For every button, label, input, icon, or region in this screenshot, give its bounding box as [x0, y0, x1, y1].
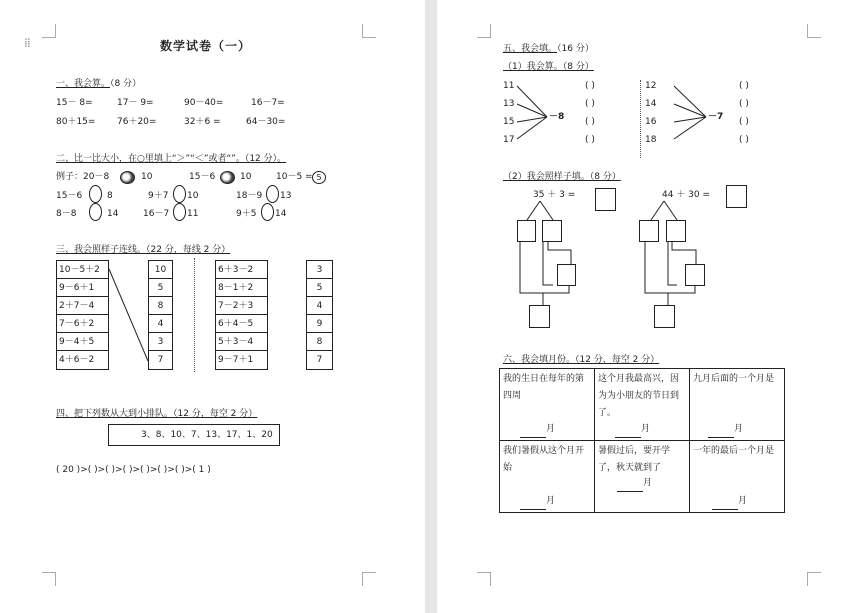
calc-7: 32＋6 = [184, 117, 221, 127]
page-title: 数学试卷（一） [160, 39, 252, 53]
match-exprs-a [56, 260, 109, 370]
match-num-a[interactable]: 8 [149, 297, 172, 315]
fan-right-num: 14 [645, 99, 657, 109]
compare-1-circle[interactable] [89, 185, 102, 203]
fan-left-num: 11 [503, 81, 515, 91]
calc-1: 15－ 8= [56, 98, 93, 108]
answer-paren[interactable]: ( ) [739, 99, 749, 109]
split-2-answer-box[interactable] [726, 185, 747, 208]
example-1-right: 10 [141, 172, 153, 182]
match-num-a[interactable]: 7 [157, 355, 164, 365]
compare-3-left: 18－9 [236, 191, 263, 201]
month-table [499, 368, 785, 513]
answer-paren[interactable]: ( ) [585, 117, 595, 127]
answer-paren[interactable]: ( ) [585, 81, 595, 91]
month-blank[interactable]: 月 [708, 421, 743, 438]
match-num-a[interactable]: 4 [149, 315, 172, 333]
compare-2-circle[interactable] [173, 185, 186, 203]
match-expr-b[interactable]: 5＋3－4 [216, 333, 267, 351]
example-label: 例子：20－8 [56, 172, 110, 182]
section-5-heading: 五、我会填。（16 分） [503, 44, 594, 54]
fan-lines-right [672, 82, 708, 142]
month-cell-text: 这个月我最高兴，因为为小朋友的节日到了。 [598, 374, 680, 418]
month-cell[interactable] [595, 441, 690, 513]
month-cell[interactable] [690, 369, 785, 441]
split-expr-1: 35 ＋ 3 = [533, 190, 576, 200]
split-1-box-d[interactable] [529, 305, 550, 328]
month-blank[interactable]: 月 [520, 421, 555, 438]
match-nums-b [306, 260, 333, 370]
section-5-sub1: （1）我会算。（8 分） [503, 62, 594, 72]
section-6-heading: 六、我会填月份。（12 分，每空 2 分） [503, 355, 660, 365]
compare-5-right: 11 [187, 209, 199, 219]
answer-paren[interactable]: ( ) [585, 99, 595, 109]
calc-6: 76＋20= [117, 117, 157, 127]
month-blank[interactable]: 月 [520, 493, 555, 510]
compare-5-left: 16－7 [143, 209, 170, 219]
match-expr-a[interactable]: 4＋6－2 [59, 355, 95, 365]
split-2-box-c[interactable] [685, 264, 705, 286]
fan-right-num: 18 [645, 135, 657, 145]
month-cell-text: 九月后面的一个月是 [693, 374, 775, 384]
section-5-sub2: （2）我会照样子填。（8 分） [503, 172, 621, 182]
numbers-box: 3、8、10、7、13、17、1、20 [108, 424, 280, 446]
compare-1-left: 15－6 [56, 191, 83, 201]
match-num-b[interactable]: 8 [307, 333, 332, 351]
match-num-b[interactable]: 9 [307, 315, 332, 333]
split-1-box-b[interactable] [542, 220, 562, 242]
compare-4-circle[interactable] [89, 203, 102, 221]
compare-2-left: 9＋7 [148, 191, 169, 201]
split-1-box-c[interactable] [557, 264, 576, 286]
month-blank[interactable]: 月 [617, 475, 652, 492]
match-expr-b[interactable]: 7－2＋3 [216, 297, 267, 315]
match-num-b[interactable]: 5 [307, 279, 332, 297]
page-left [0, 0, 425, 613]
calc-4: 16－7= [251, 98, 285, 108]
match-num-b[interactable]: 7 [316, 355, 323, 365]
match-num-a[interactable]: 10 [149, 261, 172, 279]
month-cell[interactable] [500, 369, 595, 441]
match-expr-a[interactable]: 9－6＋1 [57, 279, 108, 297]
month-cell-text: 我们暑假从这个月开始 [503, 446, 585, 473]
match-exprs-b [215, 260, 268, 370]
margin-corner-tr [807, 24, 821, 38]
month-cell-text: 一年的最后一个月是 [693, 446, 775, 456]
fan-right-num: 12 [645, 81, 657, 91]
order-sequence[interactable]: ( 20 )>( )>( )>( )>( )>( )>( )>( 1 ) [56, 465, 211, 475]
compare-6-right: 14 [275, 209, 287, 219]
example-2-right: 10 [240, 172, 252, 182]
fan-lines-left [515, 82, 549, 142]
fan-right-num: 16 [645, 117, 657, 127]
calc-5: 80＋15= [56, 117, 96, 127]
match-expr-a[interactable]: 7－6＋2 [57, 315, 108, 333]
month-blank[interactable]: 月 [615, 421, 650, 438]
match-num-b[interactable]: 4 [307, 297, 332, 315]
margin-corner-br [807, 572, 821, 586]
divider-dotted [640, 80, 641, 158]
calc-3: 90－40= [184, 98, 224, 108]
month-cell[interactable] [500, 441, 595, 513]
match-num-b[interactable]: 3 [307, 261, 332, 279]
example-3-circle: 5 [312, 171, 326, 184]
match-example-line [108, 268, 150, 364]
margin-corner-tl [42, 24, 56, 38]
fan-left-num: 17 [503, 135, 515, 145]
example-2-circle [220, 171, 235, 184]
answer-paren[interactable]: ( ) [585, 135, 595, 145]
month-cell[interactable] [690, 441, 785, 513]
example-circle-filled [120, 171, 135, 184]
margin-corner-br [362, 572, 376, 586]
margin-corner-bl [42, 572, 56, 586]
match-expr-b[interactable]: 6＋3－2 [216, 261, 267, 279]
match-expr-b[interactable]: 6＋4－5 [216, 315, 267, 333]
compare-4-left: 8－8 [56, 209, 77, 219]
compare-6-left: 9＋5 [236, 209, 257, 219]
split-2-box-d[interactable] [654, 305, 675, 328]
example-2-left: 15－6 [189, 172, 216, 182]
answer-paren[interactable]: ( ) [739, 117, 749, 127]
month-blank[interactable]: 月 [712, 493, 747, 510]
answer-paren[interactable]: ( ) [739, 81, 749, 91]
match-num-a[interactable]: 3 [149, 333, 172, 351]
match-expr-a[interactable]: 2＋7－4 [57, 297, 108, 315]
compare-5-circle[interactable] [173, 203, 186, 221]
section-3-heading: 三、我会照样子连线。（22 分，每线 2 分） [56, 245, 231, 255]
answer-paren[interactable]: ( ) [739, 135, 749, 145]
margin-corner-tr [362, 24, 376, 38]
match-expr-b[interactable]: 9－7＋1 [218, 355, 254, 365]
split-2-box-a[interactable] [639, 220, 659, 242]
compare-1-right: 8 [107, 191, 113, 201]
fan-left-op: －8 [549, 112, 565, 122]
section-4-heading: 四、把下列数从大到小排队。（12 分，每空 2 分） [56, 409, 258, 419]
drag-handle-icon[interactable]: ⁞⁞ [24, 36, 30, 50]
split-1-box-a[interactable] [517, 220, 536, 242]
match-expr-a[interactable]: 9－4＋5 [57, 333, 108, 351]
match-nums-a [148, 260, 173, 370]
split-expr-2: 44 ＋ 30 = [662, 190, 711, 200]
section-2-heading: 二、比一比大小，在○里填上“＞”“＜”或者“”。（12 分）。 [56, 154, 287, 164]
month-cell-text: 暑假过后，要开学了，秋天就到了 [598, 446, 671, 473]
compare-3-right: 13 [280, 191, 292, 201]
example-3-left: 10－5 = [276, 172, 313, 182]
match-expr-a[interactable]: 10－5＋2 [57, 261, 108, 279]
section-1-heading: 一、我会算。（8 分） [56, 79, 142, 89]
match-num-a[interactable]: 5 [149, 279, 172, 297]
margin-corner-tl [477, 24, 491, 38]
split-2-lines [639, 200, 709, 305]
page-right [437, 0, 867, 613]
margin-corner-bl [477, 572, 491, 586]
compare-4-right: 14 [107, 209, 119, 219]
calc-2: 17－ 9= [117, 98, 154, 108]
compare-2-right: 10 [187, 191, 199, 201]
fan-left-num: 13 [503, 99, 515, 109]
month-cell-text: 我的生日在每年的第四周 [503, 374, 585, 401]
split-1-answer-box[interactable] [595, 188, 616, 211]
compare-6-circle[interactable] [261, 203, 274, 221]
fan-right-op: －7 [708, 112, 724, 122]
split-1-lines [515, 200, 585, 305]
fan-left-num: 15 [503, 117, 515, 127]
match-expr-b[interactable]: 8－1＋2 [216, 279, 267, 297]
month-cell[interactable] [595, 369, 690, 441]
split-2-box-b[interactable] [666, 220, 686, 242]
compare-3-circle[interactable] [266, 185, 279, 203]
divider-dotted [194, 258, 195, 372]
calc-8: 64－30= [246, 117, 286, 127]
